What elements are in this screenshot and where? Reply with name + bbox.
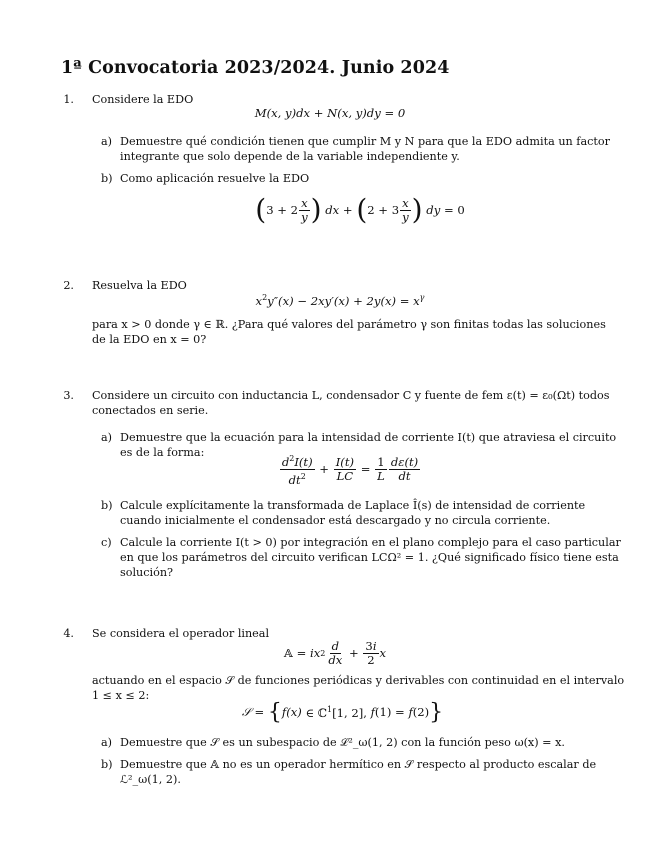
question-3b-label: b) xyxy=(101,499,113,512)
question-3b-line-2: cuando inicialmente el condensador está descargado y no circula corriente. xyxy=(120,514,551,527)
page-title: 1ª Convocatoria 2023/2024. Junio 2024 xyxy=(61,58,450,78)
question-2-line-2: de la EDO en x = 0? xyxy=(92,333,207,346)
question-3a-line-2: es de la forma: xyxy=(120,446,205,459)
question-4b-line-2: ℒ²_ω(1, 2). xyxy=(120,773,181,786)
question-4-set-equation: 𝒮 = { f(x) ∈ ℂ$^1$[1, 2], f (1) = f (2) } xyxy=(241,699,444,725)
question-2-equation: $x^2y''(x) - 2xy'(x) + 2y(x) = x^\gamma$ xyxy=(255,293,425,308)
question-1a-line-2: integrante que solo depende de la variable independiente y. xyxy=(120,150,460,163)
question-1a-label: a) xyxy=(101,135,113,148)
question-3a-equation: $\frac{d^2I(t)}{dt^2}$ + $\frac{I(t)}{LC}$ = $\frac{1}{L}$ $\frac{d\varepsilon(t)}{dt}$ xyxy=(281,453,419,487)
question-1a-line-1: Demuestre qué condición tienen que cumplir M y N para que la EDO admita un factor xyxy=(120,135,610,148)
question-3b-line-1: Calcule explícitamente la transformada de Laplace Î(s) de intensidad de corriente xyxy=(120,499,586,512)
question-1-equation: M(x, y)dx + N(x, y)dy = 0 xyxy=(254,106,406,120)
question-3a-line-1: Demuestre que la ecuación para la intensidad de corriente I(t) que atraviesa el circuito xyxy=(120,431,617,444)
question-4-line-1: actuando en el espacio 𝒮 de funciones periódicas y derivables con continuidad en el intervalo xyxy=(92,674,625,687)
question-3-line-1: Considere un circuito con inductancia L, condensador C y fuente de fem ε(t) = ε₀(Ωt) todos xyxy=(92,389,610,402)
question-1b-label: b) xyxy=(101,172,113,185)
question-3-number: 3. xyxy=(63,389,74,402)
question-4-operator-equation: 𝔸 = ix 2 $\frac{d}{dx}$ + $\frac{3i}{2}$ x xyxy=(283,638,387,667)
question-4b-label: b) xyxy=(101,758,113,771)
question-2-number: 2. xyxy=(63,279,74,292)
question-1b-text: Como aplicación resuelve la EDO xyxy=(120,172,310,185)
question-2-line-1: para x > 0 donde γ ∈ ℝ. ¿Para qué valores del parámetro γ son finitas todas las soluciones xyxy=(92,318,606,331)
question-3c-label: c) xyxy=(101,536,112,549)
question-3c-line-3: solución? xyxy=(120,566,174,579)
question-1-text: Considere la EDO xyxy=(92,93,194,106)
question-4a-label: a) xyxy=(101,736,113,749)
question-4b-line-1: Demuestre que 𝔸 no es un operador hermítico en 𝒮 respecto al producto escalar de xyxy=(120,758,597,771)
question-4a-text: Demuestre que 𝒮 es un subespacio de ℒ²_ω(1, 2) con la función peso ω(x) = x. xyxy=(120,736,565,749)
question-4-text: Se considera el operador lineal xyxy=(92,627,270,640)
question-4-number: 4. xyxy=(63,627,74,640)
question-3c-line-1: Calcule la corriente I(t > 0) por integración en el plano complejo para el caso particular xyxy=(120,536,621,549)
question-1b-equation: ( 3 + 2 $\frac{x}{y}$ ) dx + ( 2 + 3 $\frac{x}{y}$ ) dy = 0 xyxy=(255,193,465,226)
question-2-text: Resuelva la EDO xyxy=(92,279,187,292)
question-3a-label: a) xyxy=(101,431,113,444)
question-3-line-2: conectados en serie. xyxy=(92,404,209,417)
question-3c-line-2: en que los parámetros del circuito verifican LCΩ² = 1. ¿Qué significado físico tiene esta xyxy=(120,551,619,564)
question-1-number: 1. xyxy=(63,93,74,106)
question-4-line-2: 1 ≤ x ≤ 2: xyxy=(92,689,150,702)
